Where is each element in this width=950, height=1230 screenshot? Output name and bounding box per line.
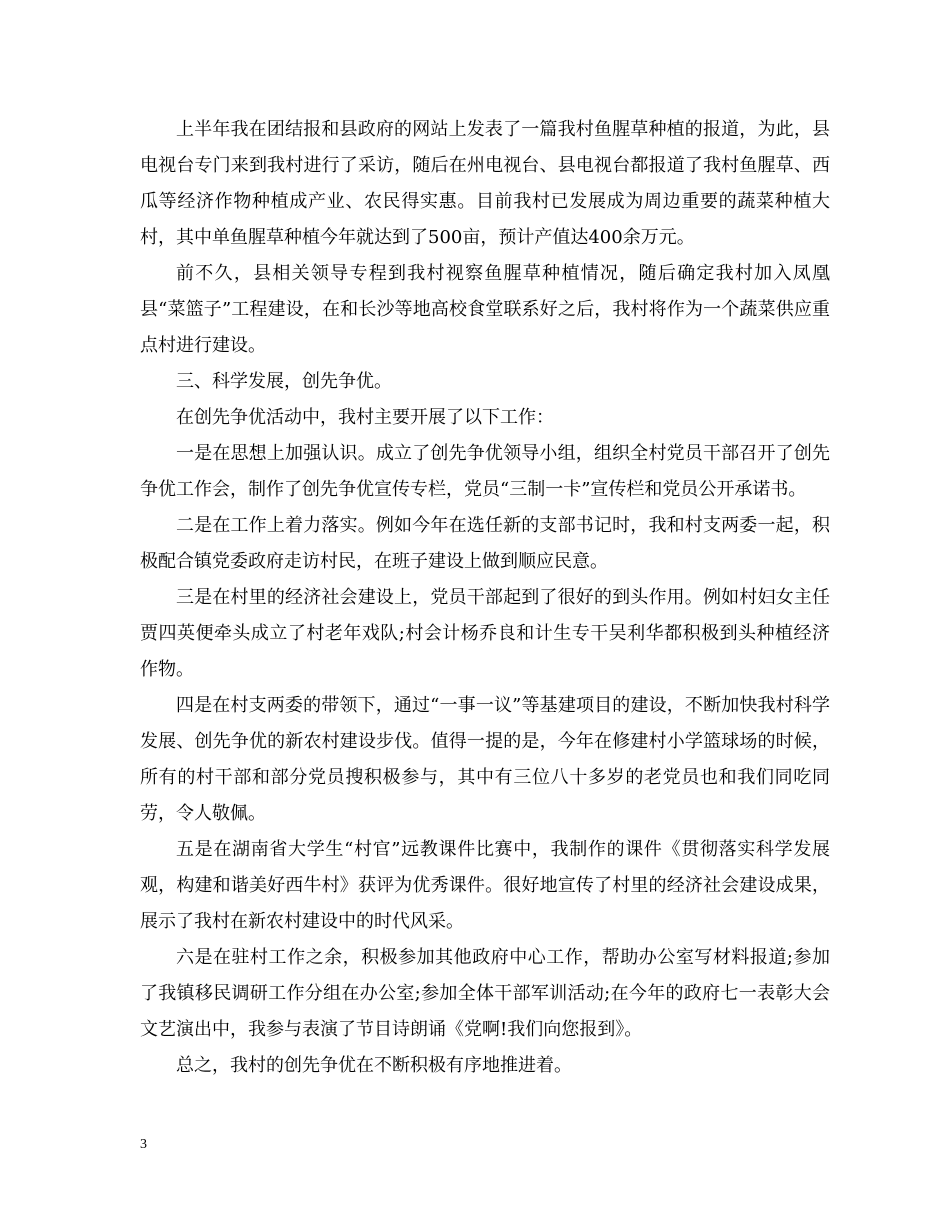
paragraph-item-two: 二是在工作上着力落实。例如今年在选任新的支部书记时，我和村支两委一起，积极配合镇党委政府走访村民，在班子建设上做到顺应民意。: [140, 515, 830, 572]
paragraph-item-three: 三是在村里的经济社会建设上，党员干部起到了很好的到头作用。例如村妇女主任贾四英便牵头成立了村老年戏队;村会计杨乔良和计生专干吴利华都积极到头种植经济作物。: [140, 587, 830, 680]
paragraph-item-five: 五是在湖南省大学生“村官”远教课件比赛中，我制作的课件《贯彻落实科学发展观，构建和谐美好西牛村》获评为优秀课件。很好地宣传了村里的经济社会建设成果，展示了我村在新农村建设中的时代风采。: [140, 839, 830, 932]
paragraph-item-one: 一是在思想上加强认识。成立了创先争优领导小组，组织全村党员干部召开了创先争优工作会，制作了创先争优宣传专栏，党员“三制一卡”宣传栏和党员公开承诺书。: [140, 443, 830, 500]
paragraph-conclusion: 总之，我村的创先争优在不断积极有序地推进着。: [176, 1055, 572, 1076]
paragraph-fish-mint-report: 上半年我在团结报和县政府的网站上发表了一篇我村鱼腥草种植的报道，为此，县电视台专门来到我村进行了采访，随后在州电视台、县电视台都报道了我村鱼腥草、西瓜等经济作物种植成产业、农民得实惠。目前我村已发展成为周边重要的蔬菜种植大村，其中单鱼腥草种植今年就达到了500亩，预计产值达400余万元。: [140, 119, 830, 248]
section-heading-scientific-development: 三、科学发展，创先争优。: [176, 371, 392, 392]
page-number: 3: [140, 1137, 147, 1152]
paragraph-vegetable-basket-project: 前不久，县相关领导专程到我村视察鱼腥草种植情况，随后确定我村加入凤凰县“菜篮子”工程建设，在和长沙等地高校食堂联系好之后，我村将作为一个蔬菜供应重点村进行建设。: [140, 263, 830, 356]
paragraph-item-four: 四是在村支两委的带领下，通过“一事一议”等基建项目的建设，不断加快我村科学发展、创先争优的新农村建设步伐。值得一提的是，今年在修建村小学篮球场的时候，所有的村干部和部分党员搜积极参与，其中有三位八十多岁的老党员也和我们同吃同劳，令人敬佩。: [140, 695, 830, 824]
paragraph-item-six: 六是在驻村工作之余，积极参加其他政府中心工作，帮助办公室写材料报道;参加了我镇移民调研工作分组在办公室;参加全体干部军训活动;在今年的政府七一表彰大会文艺演出中，我参与表演了节目诗朗诵《党啊!我们向您报到》。: [140, 947, 830, 1040]
paragraph-activities-intro: 在创先争优活动中，我村主要开展了以下工作：: [176, 407, 554, 428]
document-body: [140, 112, 830, 1084]
